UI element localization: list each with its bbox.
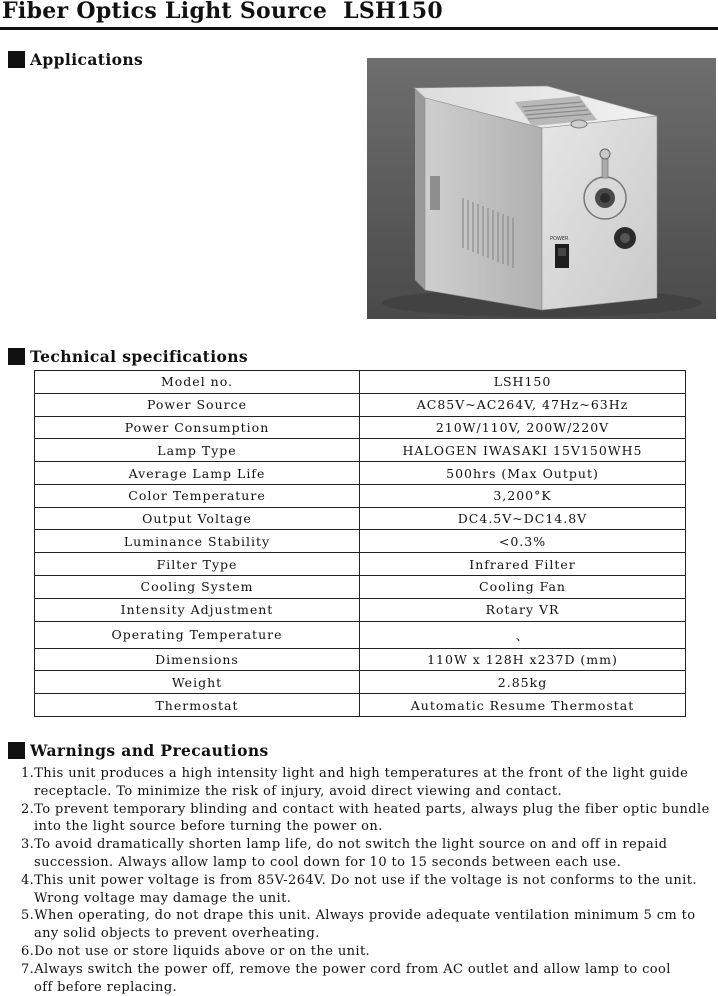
spec-label: Intensity Adjustment [35,598,360,621]
list-item [21,765,711,801]
warning-line-continued: off before replacing. [34,979,178,995]
list-item [21,907,711,943]
spec-value: <0.3% [360,530,686,553]
spec-label: Weight [35,671,360,694]
spec-value: Cooling Fan [360,576,686,599]
spec-label: Model no. [35,371,360,394]
warning-line-continued: into the light source before turning the power on. [34,819,383,835]
spec-label: Luminance Stability [35,530,360,553]
list-item [21,801,711,837]
spec-value: LSH150 [360,371,686,394]
warning-line-continued: succession. Always allow lamp to cool down for 10 to 15 seconds between each use. [34,854,622,870]
bullet-square-icon [8,348,25,365]
spec-label: Dimensions [35,648,360,671]
warning-line-continued: receptacle. To minimize the risk of injury, avoid direct viewing and contact. [34,783,562,799]
warning-line: 7.Always switch the power off, remove the power cord from AC outlet and allow lamp to cool [21,961,671,977]
spec-value: DC4.5V~DC14.8V [360,507,686,530]
technical-specifications-heading [8,346,248,366]
warning-line: 1.This unit produces a high intensity light and high temperatures at the front of the light guide [21,766,689,781]
spec-value: Automatic Resume Thermostat [360,694,686,717]
table-row [35,371,686,394]
applications-heading-text: Applications [30,49,144,69]
table-row [35,484,686,507]
product-photo [367,58,716,319]
table-row [35,393,686,416]
table-row [35,439,686,462]
table-row [35,694,686,717]
table-row [35,416,686,439]
spec-label: Output Voltage [35,507,360,530]
spec-label: Power Consumption [35,416,360,439]
spec-label: Lamp Type [35,439,360,462]
spec-label: Filter Type [35,553,360,576]
spec-value: 500hrs (Max Output) [360,462,686,485]
applications-heading [8,49,143,69]
warnings-list [21,765,711,996]
spec-value: 3,200°K [360,484,686,507]
warning-line: 4.This unit power voltage is from 85V-264V. Do not use if the voltage is not conforms to the unit. [21,872,697,888]
bullet-square-icon [8,742,25,759]
technical-specifications-heading-text: Technical specifications [30,346,249,366]
warning-line-continued: Wrong voltage may damage the unit. [34,890,292,906]
table-row [35,530,686,553]
spec-value: Infrared Filter [360,553,686,576]
table-row [35,553,686,576]
list-item [21,872,711,908]
light-source-illustration [367,58,716,319]
warning-line: 3.To avoid dramatically shorten lamp life, do not switch the light source on and off in repaid [21,837,668,853]
warnings-heading [8,740,269,760]
spec-label: Cooling System [35,576,360,599]
list-item [21,836,711,872]
warning-line: 2.To prevent temporary blinding and contact with heated parts, always plug the fiber optic bundle [21,801,710,817]
spec-value: HALOGEN IWASAKI 15V150WH5 [360,439,686,462]
warning-line: 6.Do not use or store liquids above or on the unit. [21,943,371,959]
warning-line: 5.When operating, do not drape this unit. Always provide adequate ventilation minimum 5 cm to [21,908,696,924]
specifications-table [34,370,686,717]
table-row [35,621,686,648]
spec-label: Average Lamp Life [35,462,360,485]
spec-value: 、 [360,621,686,648]
spec-value: 110W x 128H x237D (mm) [360,648,686,671]
spec-value: AC85V~AC264V, 47Hz~63Hz [360,393,686,416]
spec-value: Rotary VR [360,598,686,621]
spec-label: Power Source [35,393,360,416]
page-title: Fiber Optics Light Source LSH150 [2,0,443,24]
table-row [35,507,686,530]
power-label: POWER [550,236,569,242]
spec-label: Operating Temperature [35,621,360,648]
table-row [35,462,686,485]
table-row [35,598,686,621]
list-item [21,943,711,961]
table-row [35,671,686,694]
table-row [35,648,686,671]
spec-label: Color Temperature [35,484,360,507]
table-row [35,576,686,599]
bullet-square-icon [8,51,25,68]
spec-value: 210W/110V, 200W/220V [360,416,686,439]
warnings-heading-text: Warnings and Precautions [30,740,269,760]
list-item [21,961,711,996]
spec-label: Thermostat [35,694,360,717]
title-divider [0,27,718,30]
spec-value: 2.85kg [360,671,686,694]
warning-line-continued: any solid objects to prevent overheating. [34,926,320,942]
